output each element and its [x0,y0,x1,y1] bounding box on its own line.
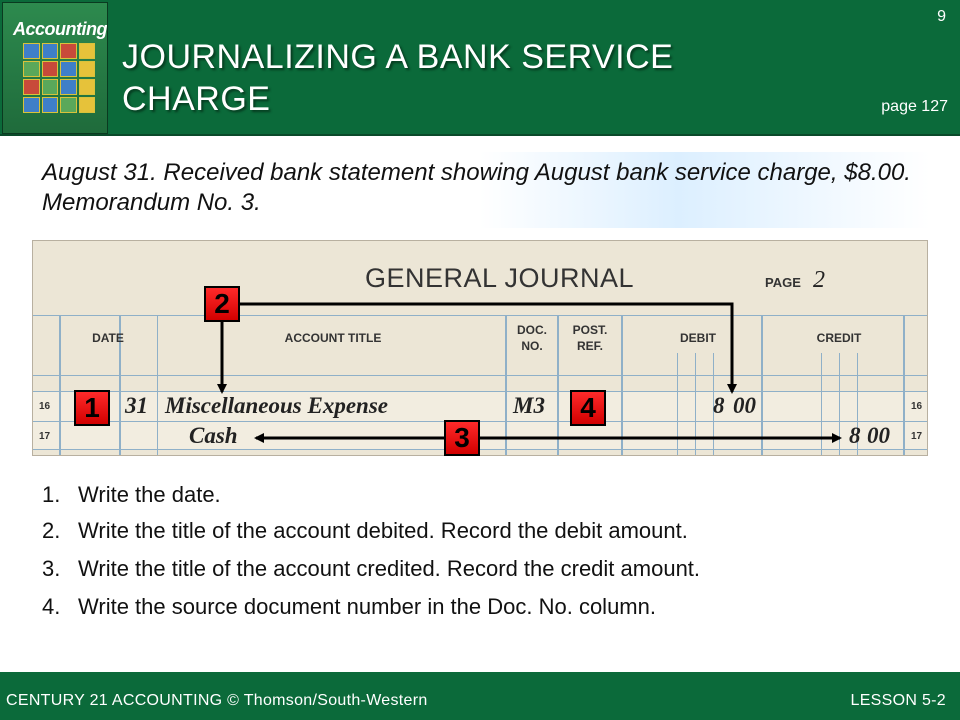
debit-account-title: Miscellaneous Expense [165,393,388,418]
book-cover-artwork [23,43,95,113]
page-title: JOURNALIZING A BANK SERVICE CHARGE [122,38,674,118]
col-credit: CREDIT [816,331,862,345]
footer-lesson: LESSON 5-2 [850,692,946,709]
ruling-line [33,421,928,422]
step-text: Write the title of the account credited. Record the credit amount. [78,556,701,581]
step-text: Write the source document number in the Doc. No. column. [78,594,656,619]
line-number-right: 17 [911,431,923,442]
ruling-line [621,315,623,456]
ruling-line [33,375,928,376]
title-bar [0,0,960,136]
book-cover-image [2,2,108,134]
step-2 [42,518,688,544]
callout-1: 1 [74,390,110,426]
doc-number: M3 [513,393,545,418]
credit-dollars: 8 [849,423,861,448]
step-number: 3. [42,556,61,581]
callout-3: 3 [444,420,480,456]
col-post-ref-1: POST. [572,323,608,337]
journal-page-label: PAGE [765,275,801,290]
col-debit: DEBIT [680,331,716,345]
slide-number: 9 [937,8,946,25]
transaction-banner [30,152,930,228]
ruling-line [839,353,840,456]
callout-2: 2 [204,286,240,322]
journal-page-number: 2 [813,267,825,293]
col-post-ref-2: REF. [576,339,603,353]
ruling-line [761,315,763,456]
callout-4: 4 [570,390,606,426]
journal-heading: GENERAL JOURNAL [365,263,635,293]
ruling-line [677,353,678,456]
ruling-line [821,353,822,456]
step-3 [42,556,700,582]
ruling-line [33,449,928,450]
step-number: 2. [42,518,61,543]
credit-account-title: Cash [189,423,238,448]
debit-cents: 00 [733,393,756,418]
col-doc-no-1: DOC. [517,323,547,337]
ruling-line [33,391,928,392]
ruling-line [903,315,905,456]
general-journal [32,240,928,456]
step-text: Write the date. [78,482,221,507]
col-account-title: ACCOUNT TITLE [284,331,382,345]
footer-bar [0,672,960,720]
ruling-line [157,315,158,456]
ruling-line [695,353,696,456]
ruling-line [33,315,928,316]
transaction-text: August 31. Received bank statement showing August bank service charge, $8.00. Memorandum No. 3. [42,159,911,216]
entry-day: 31 [125,393,148,418]
step-number: 1. [42,482,61,507]
book-brand: Accounting [13,19,107,39]
line-number: 16 [39,401,51,412]
line-number-right: 16 [911,401,923,412]
line-number: 17 [39,431,51,442]
step-text: Write the title of the account debited. Record the debit amount. [78,518,688,543]
step-4 [42,594,656,620]
credit-cents: 00 [867,423,890,448]
col-date: DATE [92,331,124,345]
step-1 [42,482,221,508]
page-reference: page 127 [881,98,948,115]
footer-publisher: CENTURY 21 ACCOUNTING © Thomson/South-Western [6,692,428,709]
ruling-line [59,315,61,456]
debit-dollars: 8 [713,393,725,418]
step-number: 4. [42,594,61,619]
col-doc-no-2: NO. [521,339,543,353]
